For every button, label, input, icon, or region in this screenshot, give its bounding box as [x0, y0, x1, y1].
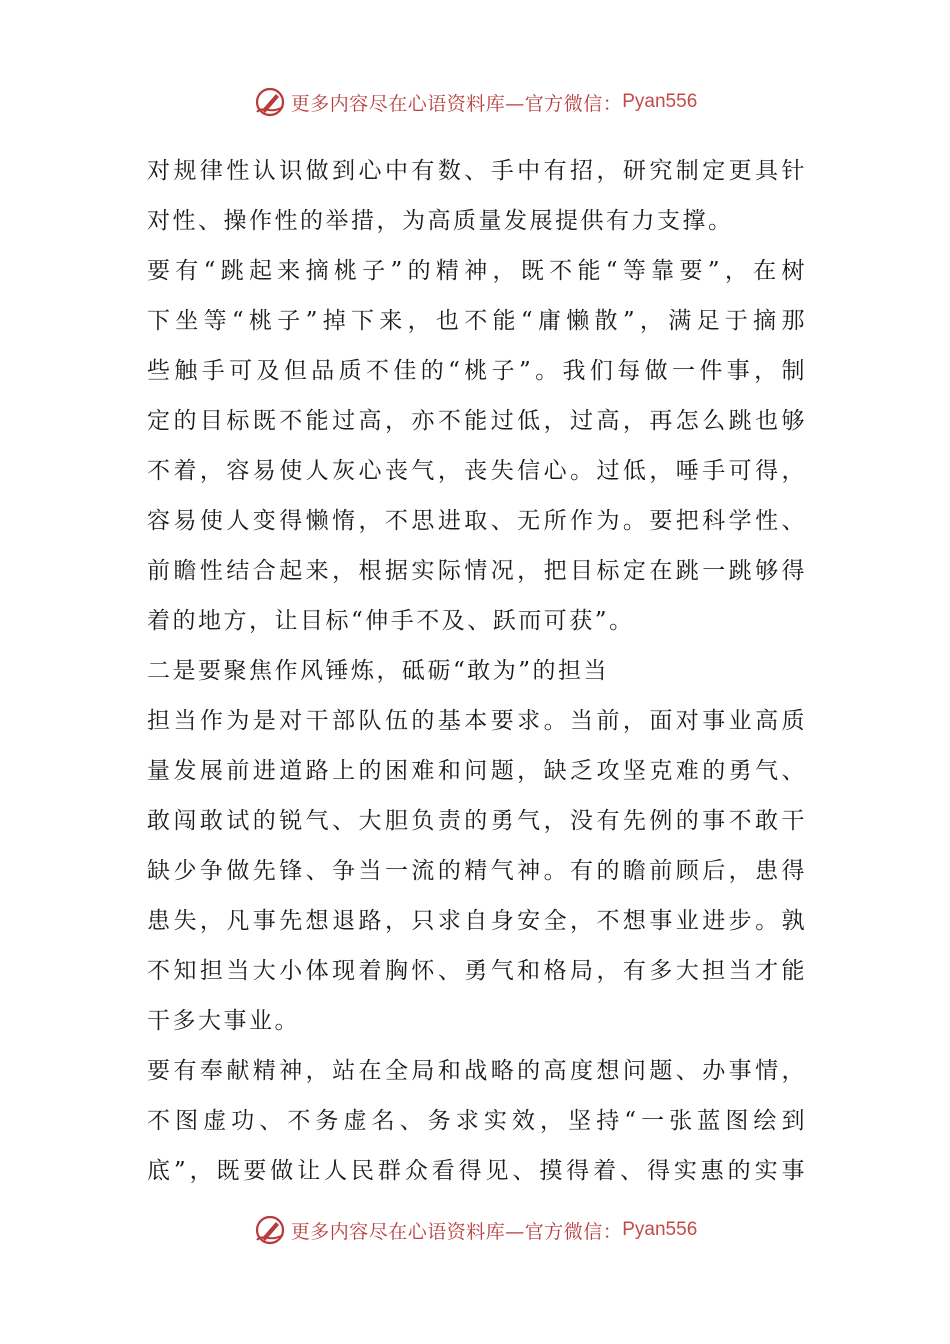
banner-text: 更多内容尽在心语资料库—官方微信： — [290, 1220, 623, 1243]
text-line: 患失，凡事先想退路，只求自身安全，不想事业进步。孰 — [147, 908, 807, 934]
pen-signature-logo-icon — [253, 85, 287, 119]
text-line: 不着，容易使人灰心丧气，丧失信心。过低，唾手可得， — [147, 458, 807, 484]
text-line: 对规律性认识做到心中有数、手中有招，研究制定更具针 — [147, 158, 807, 184]
header-banner — [0, 82, 950, 122]
wechat-id: Pyan556 — [622, 1219, 698, 1240]
text-line: 担当作为是对干部队伍的基本要求。当前，面对事业高质 — [147, 708, 807, 734]
text-line: 下坐等“桃子”掉下来，也不能“庸懒散”，满足于摘那 — [147, 308, 807, 334]
text-line: 缺少争做先锋、争当一流的精气神。有的瞻前顾后，患得 — [147, 858, 807, 884]
text-line: 些触手可及但品质不佳的“桃子”。我们每做一件事，制 — [147, 358, 807, 384]
text-line: 不知担当大小体现着胸怀、勇气和格局，有多大担当才能 — [147, 958, 807, 984]
text-line: 量发展前进道路上的困难和问题，缺乏攻坚克难的勇气、 — [147, 758, 807, 784]
section-heading: 二是要聚焦作风锤炼，砥砺“敢为”的担当 — [147, 658, 610, 684]
text-line: 着的地方，让目标“伸手不及、跃而可获”。 — [147, 608, 635, 634]
banner-text: 更多内容尽在心语资料库—官方微信： — [290, 92, 623, 115]
pen-signature-logo-icon — [253, 1213, 287, 1247]
text-line: 底”，既要做让人民群众看得见、摸得着、得实惠的实事 — [147, 1158, 807, 1184]
wechat-id: Pyan556 — [622, 91, 698, 112]
text-line: 干多大事业。 — [147, 1008, 300, 1034]
document-body — [147, 146, 807, 1196]
text-line: 定的目标既不能过高，亦不能过低，过高，再怎么跳也够 — [147, 408, 807, 434]
text-line: 不图虚功、不务虚名、务求实效，坚持“一张蓝图绘到 — [147, 1108, 807, 1134]
text-line: 容易使人变得懒惰，不思进取、无所作为。要把科学性、 — [147, 508, 807, 534]
text-line: 要有“跳起来摘桃子”的精神，既不能“等靠要”，在树 — [147, 258, 807, 284]
text-line: 前瞻性结合起来，根据实际情况，把目标定在跳一跳够得 — [147, 558, 807, 584]
text-line: 对性、操作性的举措，为高质量发展提供有力支撑。 — [147, 208, 734, 234]
footer-banner — [0, 1210, 950, 1250]
text-line: 敢闯敢试的锐气、大胆负责的勇气，没有先例的事不敢干 — [147, 808, 807, 834]
text-line: 要有奉献精神，站在全局和战略的高度想问题、办事情， — [147, 1058, 807, 1084]
